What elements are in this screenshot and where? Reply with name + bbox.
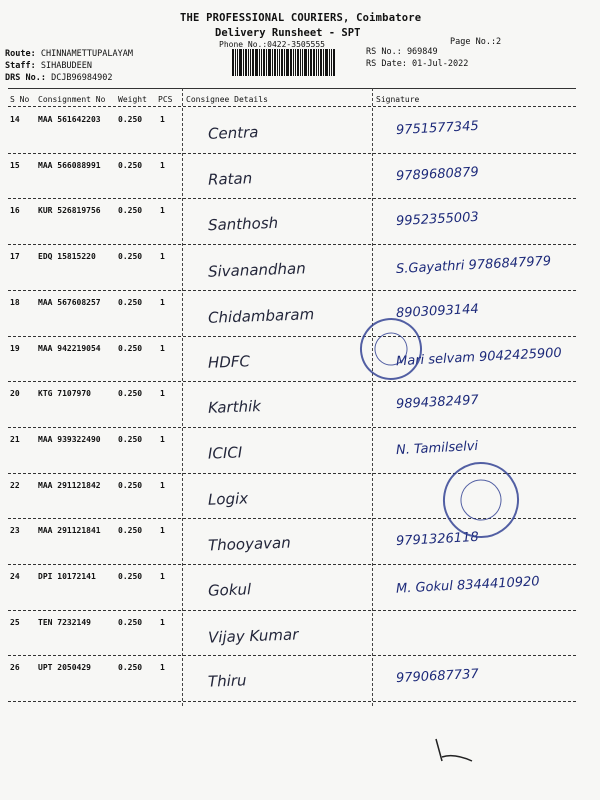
barcode-bar bbox=[250, 49, 251, 76]
row-pcs: 1 bbox=[160, 434, 165, 444]
rs-date: RS Date: 01-Jul-2022 bbox=[366, 59, 469, 69]
barcode-bar bbox=[302, 49, 303, 76]
barcode-bar bbox=[325, 49, 328, 76]
row-signature: 9790687737 bbox=[395, 667, 480, 687]
route-label: Route: bbox=[5, 49, 36, 59]
row-consignee: Ratan bbox=[207, 168, 253, 189]
row-consignee: Thooyavan bbox=[207, 533, 291, 555]
barcode-bar bbox=[274, 49, 276, 76]
row-weight: 0.250 bbox=[118, 480, 143, 490]
pen-mark bbox=[430, 735, 480, 765]
row-divider bbox=[8, 153, 576, 154]
row-weight: 0.250 bbox=[118, 160, 143, 170]
barcode-bar bbox=[323, 49, 324, 76]
barcode-bar bbox=[263, 49, 265, 76]
row-sno: 21 bbox=[10, 434, 20, 444]
row-pcs: 1 bbox=[160, 115, 165, 124]
barcode-bar bbox=[235, 49, 236, 76]
row-consignment: KTG 7107970 bbox=[38, 389, 91, 399]
barcode-bar bbox=[277, 49, 278, 76]
row-pcs: 1 bbox=[160, 297, 165, 307]
barcode-bar bbox=[308, 49, 309, 76]
company-title: THE PROFESSIONAL COURIERS, Coimbatore bbox=[180, 12, 422, 24]
row-consignee: Chidambaram bbox=[207, 304, 315, 327]
row-consignment: MAA 939322490 bbox=[38, 434, 101, 444]
barcode-bar bbox=[333, 49, 335, 76]
row-pcs: 1 bbox=[160, 343, 165, 353]
row-sno: 23 bbox=[10, 526, 20, 536]
barcode-bar bbox=[320, 49, 322, 76]
row-sno: 18 bbox=[10, 297, 20, 307]
row-consignment: MAA 942219054 bbox=[38, 343, 101, 353]
row-weight: 0.250 bbox=[118, 343, 143, 353]
row-signature: Mari selvam 9042425900 bbox=[395, 345, 563, 369]
row-sno: 19 bbox=[10, 343, 20, 353]
row-consignment: DPI 10172141 bbox=[38, 572, 96, 581]
barcode-bar bbox=[297, 49, 299, 76]
row-sno: 25 bbox=[10, 617, 20, 627]
row-consignee: Logix bbox=[207, 488, 249, 509]
staff-line bbox=[5, 61, 92, 71]
row-pcs: 1 bbox=[160, 206, 165, 216]
row-consignee: Sivanandhan bbox=[207, 259, 306, 281]
barcode-bar bbox=[290, 49, 292, 76]
row-consignment: MAA 566088991 bbox=[38, 160, 101, 170]
row-weight: 0.250 bbox=[118, 252, 143, 262]
row-consignee: Santhosh bbox=[207, 214, 279, 235]
row-pcs: 1 bbox=[160, 480, 165, 490]
row-pcs: 1 bbox=[160, 526, 165, 536]
barcode-bar bbox=[272, 49, 273, 76]
table-top-border bbox=[8, 88, 576, 89]
row-consignment: MAA 291121841 bbox=[38, 526, 101, 536]
barcode-bar bbox=[284, 49, 285, 76]
row-signature: 9791326118 bbox=[395, 530, 480, 550]
row-sno: 16 bbox=[10, 206, 20, 216]
runsheet-subtitle: Delivery Runsheet - SPT bbox=[215, 27, 361, 39]
page-number: Page No.:2 bbox=[450, 37, 502, 47]
row-weight: 0.250 bbox=[118, 297, 143, 307]
row-consignment: KUR 526819756 bbox=[38, 206, 101, 216]
barcode-bar bbox=[329, 49, 330, 76]
drs-label: DRS No.: bbox=[5, 73, 46, 83]
staff-label: Staff: bbox=[5, 61, 36, 71]
row-consignee: ICICI bbox=[207, 443, 243, 463]
barcode-bar bbox=[313, 49, 315, 76]
route-line bbox=[5, 49, 133, 59]
staff-value: SIHABUDEEN bbox=[40, 61, 93, 71]
row-consignee: Centra bbox=[207, 123, 259, 143]
drs-value: DCJB96984902 bbox=[51, 73, 113, 83]
row-consignment: MAA 561642203 bbox=[38, 115, 101, 124]
row-divider bbox=[8, 290, 576, 291]
row-pcs: 1 bbox=[160, 160, 165, 170]
row-signature: 8903093144 bbox=[395, 301, 480, 321]
row-divider bbox=[8, 198, 576, 199]
barcode-bar bbox=[295, 49, 296, 76]
row-weight: 0.250 bbox=[118, 526, 143, 536]
barcode-bar bbox=[316, 49, 317, 76]
barcode-bar bbox=[268, 49, 271, 76]
header-divider bbox=[8, 106, 576, 107]
row-weight: 0.250 bbox=[118, 617, 143, 627]
drs-line bbox=[5, 73, 113, 83]
phone-number: Phone No.:0422-3505555 bbox=[219, 40, 325, 49]
barcode-bar bbox=[255, 49, 258, 76]
row-weight: 0.250 bbox=[118, 434, 143, 444]
barcode-bar bbox=[331, 49, 332, 76]
row-sno: 17 bbox=[10, 252, 20, 262]
row-sno: 22 bbox=[10, 480, 20, 490]
barcode-bar bbox=[252, 49, 254, 76]
row-divider bbox=[8, 564, 576, 565]
col-weight: Weight bbox=[118, 95, 147, 104]
barcode-bar bbox=[304, 49, 307, 76]
row-signature: M. Gokul 8344410920 bbox=[395, 574, 541, 597]
row-weight: 0.250 bbox=[118, 389, 143, 399]
col-pcs: PCS bbox=[158, 95, 173, 104]
row-divider bbox=[8, 655, 576, 656]
barcode-bar bbox=[261, 49, 262, 76]
barcode-bar bbox=[286, 49, 289, 76]
row-consignee: Karthik bbox=[207, 397, 262, 418]
row-consignment: TEN 7232149 bbox=[38, 617, 91, 627]
row-consignee: Vijay Kumar bbox=[207, 625, 299, 647]
col-signature: Signature bbox=[376, 95, 420, 104]
row-sno: 14 bbox=[10, 115, 20, 124]
row-signature: S.Gayathri 9786847979 bbox=[395, 254, 552, 278]
row-divider bbox=[8, 381, 576, 382]
row-sno: 20 bbox=[10, 389, 20, 399]
row-signature: 9789680879 bbox=[395, 164, 480, 184]
barcode-bar bbox=[259, 49, 260, 76]
col-sno: S No bbox=[10, 95, 30, 104]
barcode-bar bbox=[237, 49, 238, 76]
row-pcs: 1 bbox=[160, 389, 165, 399]
row-pcs: 1 bbox=[160, 617, 165, 627]
row-signature: 9952355003 bbox=[395, 210, 480, 230]
barcode-bar bbox=[293, 49, 294, 76]
row-divider bbox=[8, 701, 576, 702]
row-weight: 0.250 bbox=[118, 115, 143, 124]
barcode-bar bbox=[248, 49, 249, 76]
row-weight: 0.250 bbox=[118, 206, 143, 216]
row-consignee: HDFC bbox=[207, 351, 251, 372]
row-pcs: 1 bbox=[160, 252, 165, 262]
barcode bbox=[232, 49, 360, 76]
barcode-bar bbox=[300, 49, 301, 76]
barcode-bar bbox=[279, 49, 280, 76]
row-divider bbox=[8, 244, 576, 245]
rs-number: RS No.: 969849 bbox=[366, 47, 438, 57]
barcode-bar bbox=[310, 49, 312, 76]
row-sno: 26 bbox=[10, 663, 20, 673]
row-consignee: Gokul bbox=[207, 580, 252, 600]
row-signature: N. Tamilselvi bbox=[395, 438, 479, 459]
row-consignment: MAA 291121842 bbox=[38, 480, 101, 490]
barcode-bar bbox=[281, 49, 283, 76]
barcode-bar bbox=[318, 49, 319, 76]
row-sno: 24 bbox=[10, 572, 20, 581]
barcode-bar bbox=[239, 49, 242, 76]
barcode-bar bbox=[232, 49, 234, 76]
row-consignment: UPT 2050429 bbox=[38, 663, 91, 673]
row-sno: 15 bbox=[10, 160, 20, 170]
barcode-bar bbox=[266, 49, 267, 76]
row-pcs: 1 bbox=[160, 572, 165, 581]
row-divider bbox=[8, 610, 576, 611]
row-divider bbox=[8, 336, 576, 337]
col-consignment: Consignment No bbox=[38, 95, 106, 104]
hdfc-stamp-graphic bbox=[351, 309, 432, 390]
row-consignment: MAA 567608257 bbox=[38, 297, 101, 307]
route-value: CHINNAMETTUPALAYAM bbox=[40, 49, 133, 59]
row-signature: 9751577345 bbox=[395, 118, 480, 139]
row-pcs: 1 bbox=[160, 663, 165, 673]
row-signature: 9894382497 bbox=[395, 393, 480, 413]
col-consignee: Consignee Details bbox=[186, 95, 268, 104]
row-consignment: EDQ 15815220 bbox=[38, 252, 96, 262]
row-weight: 0.250 bbox=[118, 663, 143, 673]
barcode-bar bbox=[243, 49, 244, 76]
column-divider-signature bbox=[372, 88, 373, 706]
row-consignee: Thiru bbox=[207, 671, 247, 692]
row-divider bbox=[8, 427, 576, 428]
barcode-bar bbox=[245, 49, 247, 76]
column-divider-consignee bbox=[182, 88, 183, 706]
row-weight: 0.250 bbox=[118, 572, 143, 581]
